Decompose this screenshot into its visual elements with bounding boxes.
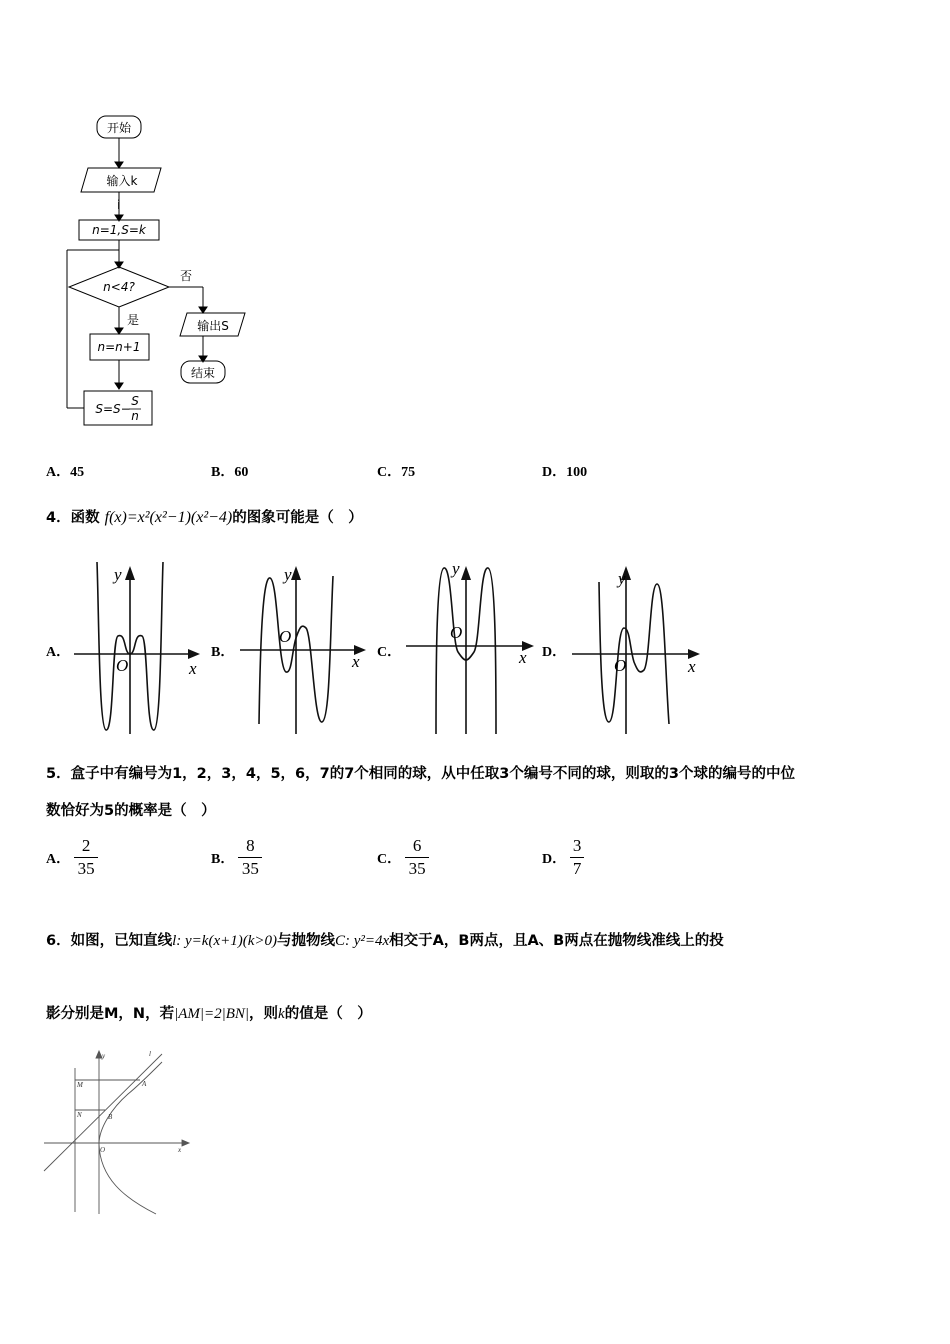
q5-option-b[interactable] — [211, 836, 262, 879]
q6-fig-l: l — [149, 1050, 151, 1058]
q5-option-c-fraction — [405, 836, 429, 879]
q6-fig-n: N — [77, 1111, 82, 1119]
q4-graph-a-origin: O — [116, 656, 129, 675]
q3-option-b-letter: B． — [211, 465, 235, 480]
q6-fig-y: y — [102, 1052, 106, 1060]
q5-option-c-letter: C． — [377, 851, 402, 867]
q6-line-eq: l: y=k(x+1)(k>0) — [172, 933, 277, 949]
q6-figure — [42, 1048, 202, 1220]
q4-formula: f(x)=x²(x²−1)(x²−4) — [104, 509, 233, 526]
flowchart — [55, 110, 265, 435]
flowchart-start-label: 开始 — [106, 121, 132, 135]
flowchart-increment-label: n=n+1 — [97, 340, 141, 354]
flowchart-input-label: 输入k — [106, 174, 138, 188]
q6-fig-b: B — [108, 1113, 113, 1121]
flowchart-no-label: 否 — [180, 269, 193, 283]
q3-option-c-letter: C． — [377, 465, 402, 480]
q4-graph-c-x-label: x — [519, 648, 527, 667]
q6-mid2: 相交于A，B两点，且A、B两点在抛物线准线上的投 — [389, 933, 724, 949]
flowchart-yes-label: 是 — [127, 313, 140, 327]
q6-fig-x: x — [178, 1146, 182, 1154]
q5-option-d-fraction — [570, 836, 584, 879]
q3-option-c[interactable] — [377, 461, 415, 481]
q4-number: 4． — [46, 510, 71, 526]
flowchart-update-num: S — [131, 394, 139, 408]
q5-option-d-den: 7 — [572, 859, 582, 878]
q5-option-a-letter: A． — [46, 851, 71, 867]
q4-graph-d[interactable] — [564, 558, 704, 738]
q4-suffix: 的图象可能是（ ） — [232, 510, 363, 526]
q4-option-c-label[interactable]: C． — [377, 645, 402, 660]
q3-option-d[interactable] — [542, 461, 587, 481]
q6-line2-prefix: 影分别是M，N，若 — [46, 1006, 175, 1022]
flowchart-update-lhs: S=S− — [95, 402, 131, 416]
q6-stem-line1 — [46, 929, 724, 950]
q5-option-a-fraction — [74, 836, 98, 879]
q6-prefix: 如图，已知直线 — [70, 933, 173, 949]
flowchart-tick: i — [117, 198, 121, 212]
q4-graph-b[interactable] — [232, 558, 372, 738]
q5-option-b-letter: B． — [211, 851, 235, 867]
q5-option-a[interactable] — [46, 836, 98, 879]
q4-stem — [46, 506, 363, 527]
q4-prefix: 函数 — [70, 510, 100, 526]
q3-option-a[interactable] — [46, 461, 84, 481]
q4-graph-d-origin: O — [614, 656, 627, 675]
q5-option-b-num: 8 — [246, 836, 255, 855]
q5-option-d[interactable] — [542, 836, 584, 879]
q4-graph-b-origin: O — [279, 627, 292, 646]
q6-fig-o: O — [100, 1146, 106, 1154]
q6-var: k — [278, 1006, 285, 1022]
q4-option-d-label[interactable]: D． — [542, 645, 567, 660]
q5-option-c-den: 35 — [408, 859, 426, 878]
q3-option-b-value: 60 — [234, 465, 249, 480]
q4-option-a-label[interactable]: A． — [46, 645, 71, 660]
flowchart-update-den: n — [131, 409, 139, 423]
q4-graph-b-y-label: y — [284, 565, 292, 584]
q4-graph-a[interactable] — [66, 558, 206, 738]
q6-mid1: 与抛物线 — [276, 933, 335, 949]
flowchart-condition-label: n<4? — [103, 280, 135, 294]
q4-graph-a-x-label: x — [189, 659, 197, 678]
q5-option-c-num: 6 — [412, 836, 422, 855]
q5-stem-line1: 5．盒子中有编号为1，2，3，4，5，6，7的7个相同的球，从中任取3个编号不同的球，则取的3个球的编号的中位 — [46, 766, 795, 782]
q4-graph-a-y-label: y — [114, 565, 122, 584]
q3-option-d-value: 100 — [566, 465, 588, 480]
q4-graph-d-x-label: x — [688, 657, 696, 676]
q5-option-a-den: 35 — [77, 859, 95, 878]
q3-option-a-letter: A． — [46, 465, 71, 480]
q3-option-b[interactable] — [211, 461, 248, 481]
q5-option-b-fraction — [238, 836, 262, 879]
q3-option-c-value: 75 — [401, 465, 416, 480]
q6-stem-line2 — [46, 1002, 372, 1023]
q4-graph-b-x-label: x — [352, 652, 360, 671]
q6-number: 6． — [46, 933, 71, 949]
q6-line2-suffix: 的值是（ ） — [284, 1006, 372, 1022]
q4-graph-c[interactable] — [398, 558, 538, 738]
q4-graph-d-y-label: y — [618, 569, 626, 588]
q3-option-a-value: 45 — [70, 465, 85, 480]
flowchart-output-label: 输出S — [197, 319, 229, 333]
q5-option-d-num: 3 — [572, 836, 582, 855]
q4-option-b-label[interactable]: B． — [211, 645, 235, 660]
q6-fig-a: A — [142, 1080, 147, 1088]
q4-graph-c-origin: O — [450, 623, 463, 642]
q5-option-b-den: 35 — [241, 859, 259, 878]
q6-parabola-eq: C: y²=4x — [334, 933, 390, 949]
q6-line2-mid: ，则 — [249, 1006, 279, 1022]
q5-option-c[interactable] — [377, 836, 429, 879]
q5-option-a-num: 2 — [81, 836, 91, 855]
q5-stem-line2: 数恰好为5的概率是（ ） — [46, 803, 216, 819]
q6-condition: |AM|=2|BN| — [174, 1006, 250, 1022]
q3-option-d-letter: D． — [542, 465, 567, 480]
q6-fig-m: M — [77, 1081, 83, 1089]
flowchart-end-label: 结束 — [190, 366, 216, 380]
q4-graph-c-y-label: y — [452, 559, 460, 578]
q5-option-d-letter: D． — [542, 851, 567, 867]
flowchart-init-label: n=1,S=k — [92, 223, 146, 237]
